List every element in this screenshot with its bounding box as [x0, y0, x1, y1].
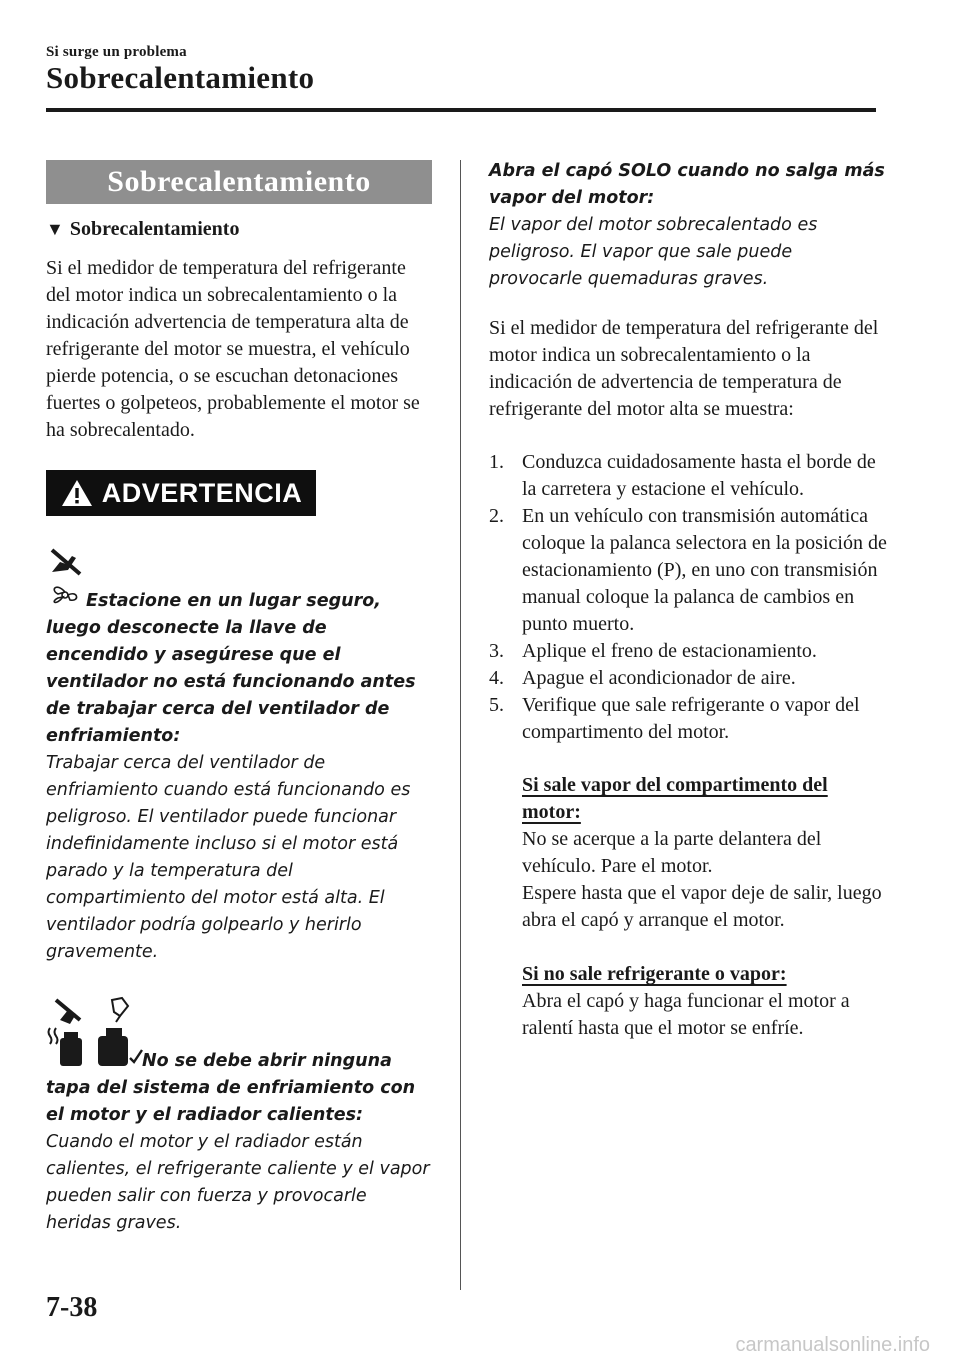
case1-text1: No se acerque a la parte delantera del vehículo. Pare el motor. [522, 828, 822, 877]
reservoir-cap-icon [94, 996, 144, 1068]
chapter-label: Si surge un problema [46, 44, 187, 60]
radiator-warning-icon-group [46, 996, 432, 1070]
list-item [489, 692, 889, 746]
warning1-bold: Estacione en un lugar seguro, luego desconecte la llave de encendido y asegúrese que el ventilador no está funcionando antes de trabajar cerca del ventilador de enfriamiento: [46, 591, 416, 746]
warning1 [46, 588, 432, 966]
warning3-bold: Abra el capó SOLO cuando no salga más vapor del motor: [489, 161, 885, 208]
warning3 [489, 158, 889, 293]
intro-paragraph: Si el medidor de temperatura del refrigerante del motor indica un sobrecalentamiento o la indicación advertencia de temperatura alta de refrigerante del motor se muestra, el vehículo pierde potencia, o se escuchan detonaciones fuertes o golpeteos, probablemente el motor se ha sobrecalentado. [46, 257, 420, 441]
steps-list [489, 449, 889, 746]
list-item [489, 665, 889, 692]
step-number: 1. [489, 451, 504, 473]
step-number: 3. [489, 640, 504, 662]
step-text: En un vehículo con transmisión automática coloque la palanca selectora en la posición de estacionamiento (P), en uno con transmisión manual coloque la palanca de cambios en punto muerto. [522, 505, 887, 635]
subheading [46, 218, 432, 241]
step-number: 2. [489, 505, 504, 527]
warning-label: ADVERTENCIA [101, 477, 303, 508]
fan-icon [46, 578, 84, 610]
step-text: Conduzca cuidadosamente hasta el borde de la carretera y estacione el vehículo. [522, 451, 876, 500]
column-divider [460, 160, 461, 1290]
step-text: Verifique que sale refrigerante o vapor del compartimento del motor. [522, 694, 860, 743]
warning-triangle-icon [60, 478, 94, 508]
step-text: Apague el acondicionador de aire. [522, 667, 796, 689]
warning1-text: Trabajar cerca del ventilador de enfriamiento cuando está funcionando es peligroso. El ventilador puede funcionar indefinidamente incluso si el motor está parado y la temperatura del compartimiento del motor está alta. El ventilador podría golpearlo y herirlo gravemente. [46, 753, 411, 962]
warning2 [46, 1048, 432, 1237]
case1-text2: Espere hasta que el vapor deje de salir, luego abra el capó y arranque el motor. [522, 882, 882, 931]
page-number: 7-38 [46, 1292, 98, 1323]
fan-warning-icon-group [46, 546, 432, 612]
list-item [489, 449, 889, 503]
watermark: carmanualsonline.info [735, 1334, 930, 1356]
list-item [489, 503, 889, 638]
right-intro-paragraph: Si el medidor de temperatura del refrigerante del motor indica un sobrecalentamiento o la indicación de advertencia de temperatura de refrigerante del motor alta se muestra: [489, 317, 879, 420]
section-band: Sobrecalentamiento [46, 160, 432, 204]
step-number: 4. [489, 667, 504, 689]
subheading-label: Sobrecalentamiento [69, 218, 240, 240]
step-text: Aplique el freno de estacionamiento. [522, 640, 817, 662]
right-column [489, 158, 889, 1042]
warning2-text: Cuando el motor y el radiador están calientes, el refrigerante caliente y el vapor pueden salir con fuerza y provocarle heridas graves. [46, 1132, 430, 1233]
header-rule [46, 108, 876, 112]
case2-text: Abra el capó y haga funcionar el motor a ralentí hasta que el motor se enfríe. [522, 990, 850, 1039]
left-column [46, 160, 432, 1237]
step-number: 5. [489, 694, 504, 716]
no-hand-icon [46, 546, 86, 576]
hot-radiator-icon [46, 996, 88, 1068]
case1-heading: Si sale vapor del compartimento del motor: [522, 774, 828, 823]
page-title: Sobrecalentamiento [46, 60, 315, 95]
triangle-down-icon: ▼ [46, 219, 64, 239]
list-item [489, 638, 889, 665]
case2-heading: Si no sale refrigerante o vapor: [522, 963, 787, 985]
warning2-bold: No se debe abrir ninguna tapa del sistema de enfriamiento con el motor y el radiador calientes: [46, 1051, 416, 1125]
warning-banner [46, 470, 316, 516]
warning3-text: El vapor del motor sobrecalentado es peligroso. El vapor que sale puede provocarle quemaduras graves. [489, 215, 818, 289]
